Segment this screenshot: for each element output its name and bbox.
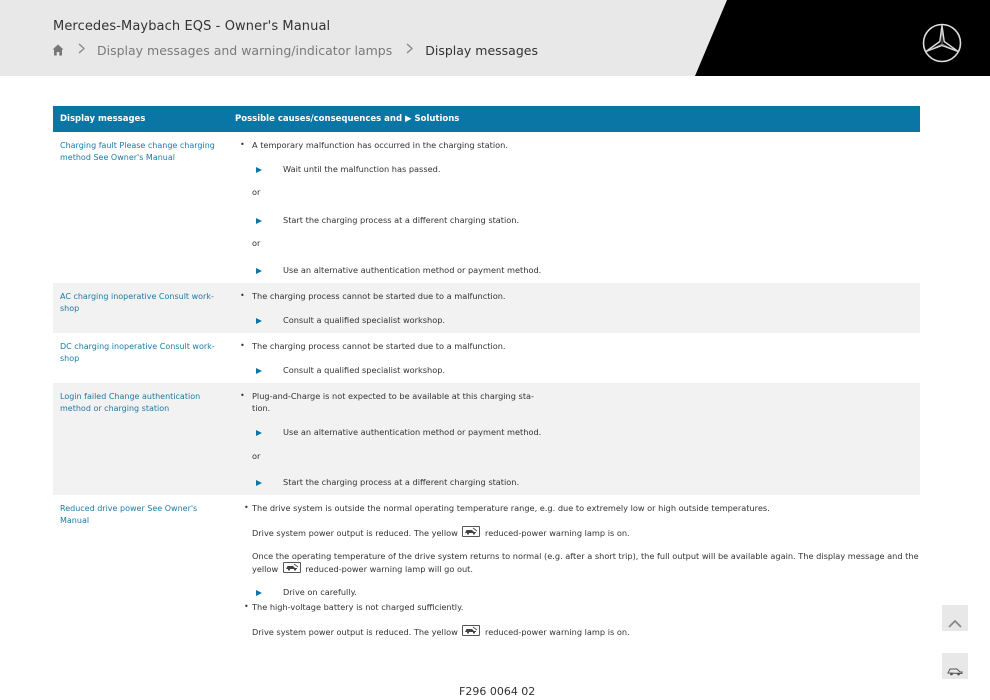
solution-text: Consult a qualified specialist workshop. <box>283 365 446 375</box>
solution-arrow-icon <box>256 368 262 374</box>
bullet: • <box>240 391 245 400</box>
header-bar <box>0 0 990 76</box>
breadcrumb-link-display-messages-lamps[interactable]: Display messages and warning/indicator lamps <box>97 42 393 58</box>
table-row <box>53 132 920 283</box>
cause-text: Plug-and-Charge is not expected to be available at this charging sta-tion. <box>252 391 534 413</box>
solution-arrow-icon <box>256 590 262 596</box>
info-paragraph <box>252 625 630 638</box>
display-message-link[interactable]: Reduced drive power See Owner's Manual <box>60 504 198 525</box>
bullet: • <box>240 291 245 300</box>
manual-title: Mercedes-Maybach EQS - Owner's Manual <box>53 19 331 34</box>
info-text: reduced-power warning lamp is on. <box>485 627 630 637</box>
breadcrumb <box>52 42 538 58</box>
cause-text: The charging process cannot be started due to a malfunction. <box>252 341 506 351</box>
display-message-link[interactable]: Login failed Change authentication method or charging station <box>60 392 201 413</box>
car-icon <box>947 661 963 680</box>
chevron-up-icon <box>948 613 962 632</box>
bullet: • <box>244 602 249 611</box>
chevron-right-icon <box>78 43 85 58</box>
table-row <box>53 283 920 333</box>
chevron-right-icon <box>406 43 413 58</box>
display-message-link[interactable]: Charging fault Please change charging method See Owner's Manual <box>60 141 215 162</box>
reduced-power-warning-lamp-icon <box>283 562 301 573</box>
info-text: reduced-power warning lamp will go out. <box>305 564 473 574</box>
cause-text: The charging process cannot be started due to a malfunction. <box>252 291 506 301</box>
or-text: or <box>252 187 261 197</box>
reduced-power-warning-lamp-icon <box>462 526 480 537</box>
solution-text: Start the charging process at a different charging station. <box>283 215 520 225</box>
bullet: • <box>244 503 249 512</box>
info-paragraph <box>252 562 473 575</box>
table-row <box>53 383 920 495</box>
cause-text: The high-voltage battery is not charged sufficiently. <box>252 602 464 612</box>
solution-arrow-icon <box>256 480 262 486</box>
info-paragraph <box>252 526 630 539</box>
solution-arrow-icon <box>256 218 262 224</box>
cause-text: The drive system is outside the normal operating temperature range, e.g. due to extremely low or high outside temperatures. <box>252 503 770 513</box>
home-icon[interactable] <box>52 44 64 56</box>
info-text: yellow <box>252 564 279 574</box>
display-messages-table <box>53 106 920 645</box>
display-message-link[interactable]: AC charging inoperative Consult work-shop <box>60 292 214 313</box>
display-message-link[interactable]: DC charging inoperative Consult work-shop <box>60 342 215 363</box>
or-text: or <box>252 238 261 248</box>
solution-text: Use an alternative authentication method or payment method. <box>283 265 542 275</box>
table-row <box>53 333 920 383</box>
or-text: or <box>252 451 261 461</box>
table-header <box>53 106 920 132</box>
solution-arrow-icon <box>256 430 262 436</box>
figure-code: F296 0064 02 <box>459 685 536 698</box>
solution-text: Consult a qualified specialist workshop. <box>283 315 446 325</box>
solution-arrow-icon <box>256 318 262 324</box>
table-row <box>53 495 920 645</box>
breadcrumb-current: Display messages <box>425 42 538 58</box>
info-text: Drive system power output is reduced. The yellow <box>252 528 458 538</box>
cause-text: A temporary malfunction has occurred in the charging station. <box>252 140 508 150</box>
column-header-causes-solutions: Possible causes/consequences and ▶ Solutions <box>235 114 460 124</box>
solution-text: Drive on carefully. <box>283 587 357 597</box>
solution-text: Use an alternative authentication method or payment method. <box>283 427 542 437</box>
mercedes-star-icon[interactable] <box>922 23 962 63</box>
solution-arrow-icon <box>256 167 262 173</box>
reduced-power-warning-lamp-icon <box>462 625 480 636</box>
solution-arrow-icon <box>256 268 262 274</box>
info-text: reduced-power warning lamp is on. <box>485 528 630 538</box>
bullet: • <box>240 140 245 149</box>
solution-text: Wait until the malfunction has passed. <box>283 164 441 174</box>
vehicle-view-button[interactable] <box>942 653 968 679</box>
solution-text: Start the charging process at a different charging station. <box>283 477 520 487</box>
info-text: Drive system power output is reduced. The yellow <box>252 627 458 637</box>
column-header-display-messages: Display messages <box>60 114 146 124</box>
bullet: • <box>240 341 245 350</box>
scroll-to-top-button[interactable] <box>942 605 968 631</box>
info-text: Once the operating temperature of the drive system returns to normal (e.g. after a short trip), the full output will be available again. The display message and the <box>252 551 919 561</box>
